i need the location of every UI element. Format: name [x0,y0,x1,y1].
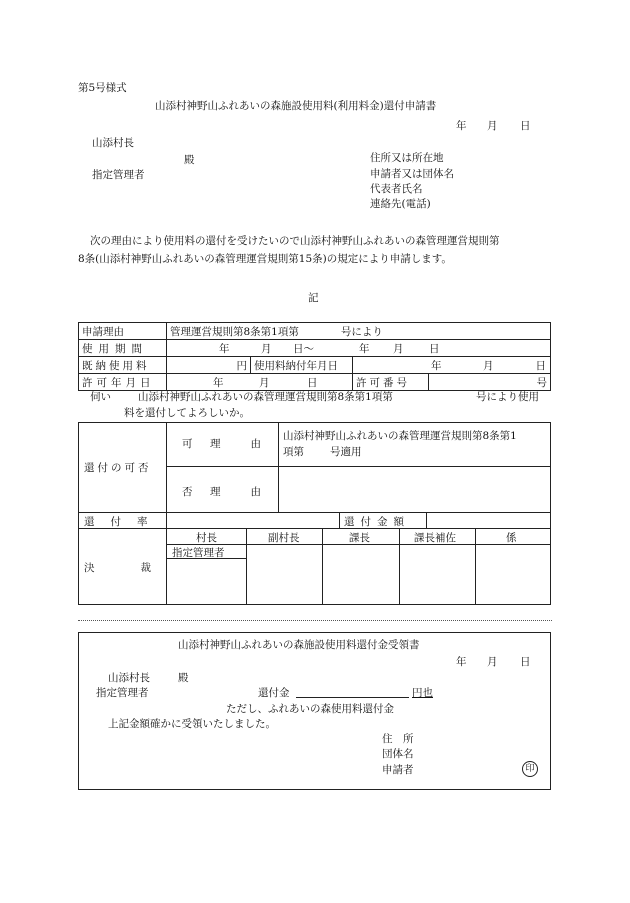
body-text-line2: 8条(山添村神野山ふれあいの森管理運営規則第15条)の規定により申請します。 [78,253,452,265]
paid-yen: 円 [236,359,247,372]
paid-y: 年 [431,360,442,372]
permit-d: 日 [307,377,318,389]
approve-reason-label: 理由 [210,438,291,450]
paid-label-cell [79,357,167,374]
page-title: 山添村神野山ふれあいの森施設使用料(利用料金)還付申請書 [155,100,437,112]
role-section-chief: 課長 [349,532,370,544]
period-m2: 月 [393,343,404,355]
receipt-year: 年 [456,656,467,668]
receipt-address-label: 住 所 [382,733,414,745]
form-number: 第5号様式 [78,82,127,94]
application-details-table [78,322,551,391]
period-label: 使用期間 [82,342,148,355]
refund-rate-label: 還付率 [84,516,164,528]
period-value-cell [167,340,551,357]
divider [399,528,400,605]
refund-label: 還付金 [258,687,290,699]
reason-value-b: 号により [340,325,383,338]
role-assistant-chief: 課長補佐 [414,532,456,544]
paid-date-label: 使用料納付年月日 [254,359,338,372]
period-d2: 日 [429,343,440,355]
reason-label-cell [79,323,167,340]
applicant-contact-label: 連絡先(電話) [370,198,431,210]
permit-y: 年 [213,377,224,389]
permit-no-value-cell [429,374,551,391]
applicant-representative-label: 代表者氏名 [370,183,423,195]
approve-mark: 可 [182,438,193,450]
inquiry-text-c: 料を還付してよろしいか。 [124,407,250,419]
inquiry-text-a: 山添村神野山ふれあいの森管理運営規則第8条第1項第 [138,391,393,403]
deny-reason-label: 理由 [210,486,291,498]
receipt-honorific: 殿 [178,672,189,684]
permit-m: 月 [259,377,270,389]
receipt-designated-manager: 指定管理者 [96,687,149,699]
divider [166,422,167,605]
reason-value-cell [167,323,551,340]
reason-label: 申請理由 [82,325,124,338]
receipt-confirm: 上記金額確かに受領いたしました。 [108,718,276,730]
approve-text-2a: 項第 [283,446,304,458]
divider [78,512,551,513]
cut-line [78,620,552,621]
date-month: 月 [487,120,498,132]
permit-no-suffix: 号 [536,376,547,389]
refund-yen-unit: 円也 [412,687,433,699]
date-year: 年 [456,120,467,132]
ki-heading: 記 [308,292,319,304]
refund-amount-label: 還付金額 [344,516,410,528]
approval-label: 還付の可否 [84,462,152,474]
role-staff: 係 [506,532,517,544]
period-m1: 月 [261,343,272,355]
period-d1: 日～ [293,343,314,355]
addressee-designated-manager: 指定管理者 [92,169,145,181]
decision-label: 決裁 [84,562,197,574]
addressee-honorific: 殿 [184,154,195,166]
paid-date-label-cell [251,357,353,374]
period-y2: 年 [359,343,370,355]
inquiry-text-b: 号により使用 [476,391,539,403]
receipt-title: 山添村神野山ふれあいの森施設使用料還付金受領書 [178,639,420,651]
receipt-village-head: 山添村長 [108,672,150,684]
paid-date-value-cell [353,357,551,374]
approve-text-1: 山添村神野山ふれあいの森管理運営規則第8条第1 [283,430,517,442]
role-village-head: 村長 [196,532,217,544]
divider [322,528,323,605]
permit-no-label-cell [353,374,429,391]
receipt-day: 日 [520,656,531,668]
permit-row [79,374,551,391]
seal-icon: 印 [522,761,538,777]
divider [426,512,427,528]
divider [246,528,247,605]
sub-role-designated-manager: 指定管理者 [172,547,225,559]
deny-mark: 否 [182,486,193,498]
refund-amount-underline [296,697,409,698]
permit-date-label-cell [79,374,167,391]
applicant-name-label: 申請者又は団体名 [370,168,454,180]
role-deputy-village-head: 副村長 [268,532,300,544]
applicant-address-label: 住所又は所在地 [370,152,444,164]
reason-row [79,323,551,340]
period-y1: 年 [219,343,230,355]
reason-value-a: 管理運営規則第8条第1項第 [170,325,299,338]
receipt-note: ただし、ふれあいの森使用料還付金 [226,703,394,715]
divider [166,466,551,467]
receipt-applicant-label: 申請者 [382,764,414,776]
receipt-group-label: 団体名 [382,748,414,760]
period-row [79,340,551,357]
body-text-line1: 次の理由により使用料の還付を受けたいので山添村神野山ふれあいの森管理運営規則第 [90,235,500,247]
permit-no-label: 許可番号 [356,376,410,389]
paid-label: 既納使用料 [82,359,150,372]
paid-row [79,357,551,374]
inquiry-lead: 伺い [90,391,111,403]
divider [475,528,476,605]
paid-d: 日 [535,360,546,372]
paid-amount-cell [167,357,251,374]
receipt-month: 月 [487,656,498,668]
addressee-village-head: 山添村長 [92,137,134,149]
paid-m: 月 [483,360,494,372]
period-label-cell [79,340,167,357]
permit-date-label: 許可年月日 [82,376,155,389]
divider [339,512,340,528]
approve-text-2b: 号適用 [330,446,362,458]
permit-date-value-cell [167,374,353,391]
date-day: 日 [520,120,531,132]
